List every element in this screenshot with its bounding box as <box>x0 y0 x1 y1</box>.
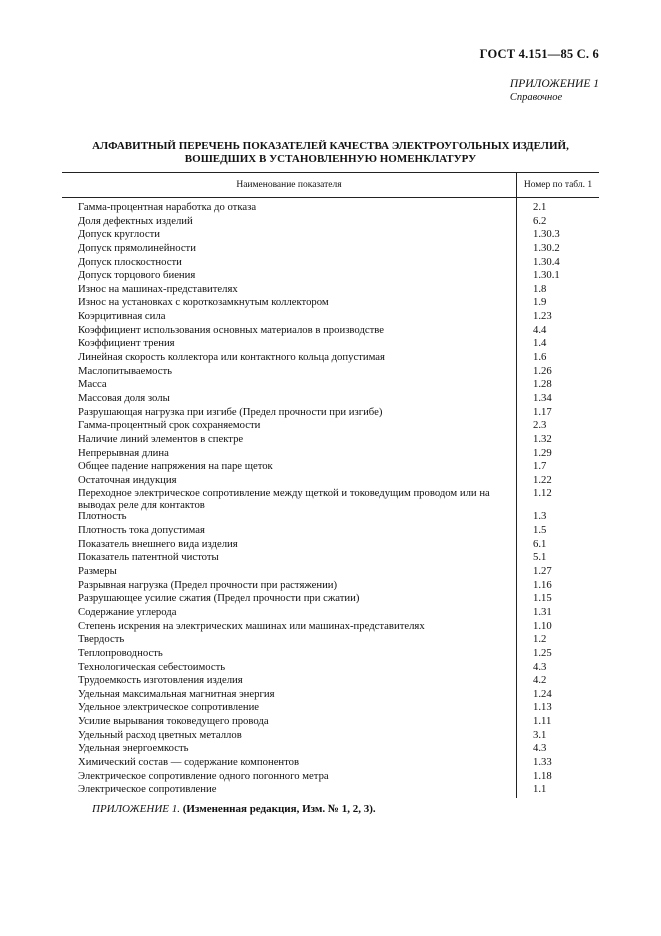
indicator-name: Плотность тока допустимая <box>78 524 205 537</box>
indicator-name: Удельный расход цветных металлов <box>78 728 242 741</box>
table-number: 1.1 <box>517 784 600 798</box>
table-row <box>62 675 599 689</box>
table-number: 1.6 <box>517 352 600 366</box>
indicator-name: Электрическое сопротивление <box>78 783 217 796</box>
table-number: 4.3 <box>517 662 600 676</box>
table-number: 3.1 <box>517 730 600 744</box>
table-row <box>62 352 599 366</box>
indicator-name: Электрическое сопротивление одного погонного метра <box>78 769 329 782</box>
table-row <box>62 607 599 621</box>
table-row <box>62 338 599 352</box>
indicator-name: Разрывная нагрузка (Предел прочности при растяжении) <box>78 578 338 591</box>
title-line-2: ВОШЕДШИХ В УСТАНОВЛЕННУЮ НОМЕНКЛАТУРУ <box>184 152 477 165</box>
table-number: 1.17 <box>517 407 600 421</box>
table-row <box>62 257 599 271</box>
indicator-name: Показатель патентной чистоты <box>78 551 219 564</box>
table-row <box>62 284 599 298</box>
table-number: 5.1 <box>517 552 600 566</box>
table-number: 1.30.3 <box>517 229 600 243</box>
table-number: 1.27 <box>517 566 600 580</box>
table-number: 1.30.1 <box>517 270 600 284</box>
table-number: 1.11 <box>517 716 600 730</box>
appendix-note: Справочное <box>509 92 563 103</box>
indicator-name: Допуск круглости <box>78 228 160 241</box>
table-row <box>62 198 599 216</box>
table-number: 1.9 <box>517 297 600 311</box>
table-row <box>62 297 599 311</box>
table-row <box>62 539 599 553</box>
table-number: 1.30.4 <box>517 257 600 271</box>
table-number: 1.16 <box>517 580 600 594</box>
table-row <box>62 648 599 662</box>
table-number: 6.2 <box>517 216 600 230</box>
table-number: 1.3 <box>517 511 600 525</box>
table-body <box>62 198 599 798</box>
indicator-name: Коэффициент трения <box>78 337 175 350</box>
table-row <box>62 434 599 448</box>
table-row <box>62 511 599 525</box>
indicator-name: Разрушающее усилие сжатия (Предел прочности при сжатии) <box>78 592 360 605</box>
table-number: 1.26 <box>517 366 600 380</box>
indicator-name: Линейная скорость коллектора или контактного кольца допустимая <box>78 351 385 364</box>
footer-text: (Измененная редакция, Изм. № 1, 2, 3). <box>182 803 376 815</box>
indicator-name: Маслопитываемость <box>78 364 173 377</box>
indicator-name: Допуск прямолинейности <box>78 241 196 254</box>
document-title <box>62 140 599 165</box>
table-row <box>62 216 599 230</box>
table-row <box>62 461 599 475</box>
table-number: 1.23 <box>517 311 600 325</box>
indicator-name: Технологическая себестоимость <box>78 660 226 673</box>
table-row <box>62 743 599 757</box>
indicator-name: Износ на машинах-представителях <box>78 282 238 295</box>
indicator-name: Твердость <box>78 633 125 646</box>
indicator-name: Химический состав — содержание компонентов <box>78 755 300 768</box>
table-row <box>62 379 599 393</box>
table-row <box>62 243 599 257</box>
table-row <box>62 566 599 580</box>
table-row <box>62 525 599 539</box>
indicator-name: Гамма-процентный срок сохраняемости <box>78 419 261 432</box>
table-row <box>62 229 599 243</box>
indicator-name: Остаточная индукция <box>78 473 177 486</box>
indicator-name: Разрушающая нагрузка при изгибе (Предел прочности при изгибе) <box>78 405 383 418</box>
indicator-name: Доля дефектных изделий <box>78 214 193 227</box>
indicator-name: Гамма-процентная наработка до отказа <box>78 201 257 213</box>
table-row <box>62 448 599 462</box>
indicator-name: Усилие вырывания токоведущего провода <box>78 715 269 728</box>
table-row <box>62 784 599 798</box>
indicator-name: Коэффициент использования основных материалов в производстве <box>78 323 385 336</box>
table-row <box>62 325 599 339</box>
table-row <box>62 488 599 511</box>
table-number: 2.1 <box>517 198 600 216</box>
indicator-name: Теплопроводность <box>78 646 163 659</box>
table-row <box>62 552 599 566</box>
table-number: 4.2 <box>517 675 600 689</box>
table-row <box>62 475 599 489</box>
indicator-name: Допуск торцового биения <box>78 269 196 282</box>
indicator-name: Удельное электрическое сопротивление <box>78 701 260 714</box>
table-row <box>62 366 599 380</box>
table-number: 1.31 <box>517 607 600 621</box>
indicator-name: Масса <box>78 378 107 391</box>
indicator-name: Удельная максимальная магнитная энергия <box>78 687 275 700</box>
table-row <box>62 634 599 648</box>
table-row <box>62 593 599 607</box>
indicator-name: Переходное электрическое сопротивление между щеткой и токоведущим проводом или на выводах реле для контактов <box>78 487 490 511</box>
indicator-name: Непрерывная длина <box>78 446 169 459</box>
table-number: 1.33 <box>517 757 600 771</box>
table-row <box>62 716 599 730</box>
table-number: 1.18 <box>517 771 600 785</box>
page-header-code: ГОСТ 4.151—85 С. 6 <box>479 47 599 61</box>
indicator-name: Содержание углерода <box>78 605 177 618</box>
table-number: 1.13 <box>517 702 600 716</box>
indicator-name: Степень искрения на электрических машинах или машинах-представителях <box>78 619 425 632</box>
table-number: 1.22 <box>517 475 600 489</box>
footer-note <box>92 803 376 815</box>
table-row <box>62 621 599 635</box>
table-number: 1.32 <box>517 434 600 448</box>
indicator-name: Массовая доля золы <box>78 391 170 404</box>
indicators-table <box>62 172 599 798</box>
indicator-name: Коэрцитивная сила <box>78 310 166 323</box>
table-row <box>62 270 599 284</box>
table-number: 1.7 <box>517 461 600 475</box>
table-row <box>62 580 599 594</box>
indicator-name: Удельная энергоемкость <box>78 742 189 755</box>
table-row <box>62 393 599 407</box>
table-number: 1.34 <box>517 393 600 407</box>
indicator-name: Наличие линий элементов в спектре <box>78 432 244 445</box>
table-number: 4.3 <box>517 743 600 757</box>
table-number: 1.4 <box>517 338 600 352</box>
table-number: 1.28 <box>517 379 600 393</box>
footer-label: ПРИЛОЖЕНИЕ 1. <box>92 803 180 815</box>
table-row <box>62 407 599 421</box>
indicator-name: Размеры <box>78 565 117 578</box>
table-row <box>62 311 599 325</box>
table-row <box>62 420 599 434</box>
indicator-name: Общее падение напряжения на паре щеток <box>78 460 273 473</box>
table-number: 1.8 <box>517 284 600 298</box>
indicator-name: Износ на установках с короткозамкнутым коллектором <box>78 296 329 309</box>
indicator-name: Плотность <box>78 510 127 523</box>
title-line-1: АЛФАВИТНЫЙ ПЕРЕЧЕНЬ ПОКАЗАТЕЛЕЙ КАЧЕСТВА ЭЛЕКТРОУГОЛЬНЫХ ИЗДЕЛИЙ, <box>92 140 569 152</box>
column-header-name: Наименование показателя <box>62 173 517 198</box>
table-number: 4.4 <box>517 325 600 339</box>
table-number: 1.25 <box>517 648 600 662</box>
table-number: 1.12 <box>517 488 600 511</box>
table-number: 1.24 <box>517 689 600 703</box>
appendix-label: ПРИЛОЖЕНИЕ 1 <box>509 78 599 90</box>
table-number: 1.29 <box>517 448 600 462</box>
indicator-name: Трудоемкость изготовления изделия <box>78 674 243 687</box>
table-number: 1.15 <box>517 593 600 607</box>
appendix-block <box>510 78 599 104</box>
column-header-number: Номер по табл. 1 <box>517 173 600 198</box>
table-number: 1.10 <box>517 621 600 635</box>
indicator-name: Показатель внешнего вида изделия <box>78 537 238 550</box>
table-number: 6.1 <box>517 539 600 553</box>
table-row <box>62 662 599 676</box>
table-row <box>62 702 599 716</box>
table-number: 2.3 <box>517 420 600 434</box>
table-row <box>62 757 599 771</box>
table-row <box>62 730 599 744</box>
table-row <box>62 771 599 785</box>
table-number: 1.30.2 <box>517 243 600 257</box>
table-number: 1.5 <box>517 525 600 539</box>
table-row <box>62 689 599 703</box>
table-header-row <box>62 173 599 198</box>
indicator-name: Допуск плоскостности <box>78 255 182 268</box>
table-number: 1.2 <box>517 634 600 648</box>
